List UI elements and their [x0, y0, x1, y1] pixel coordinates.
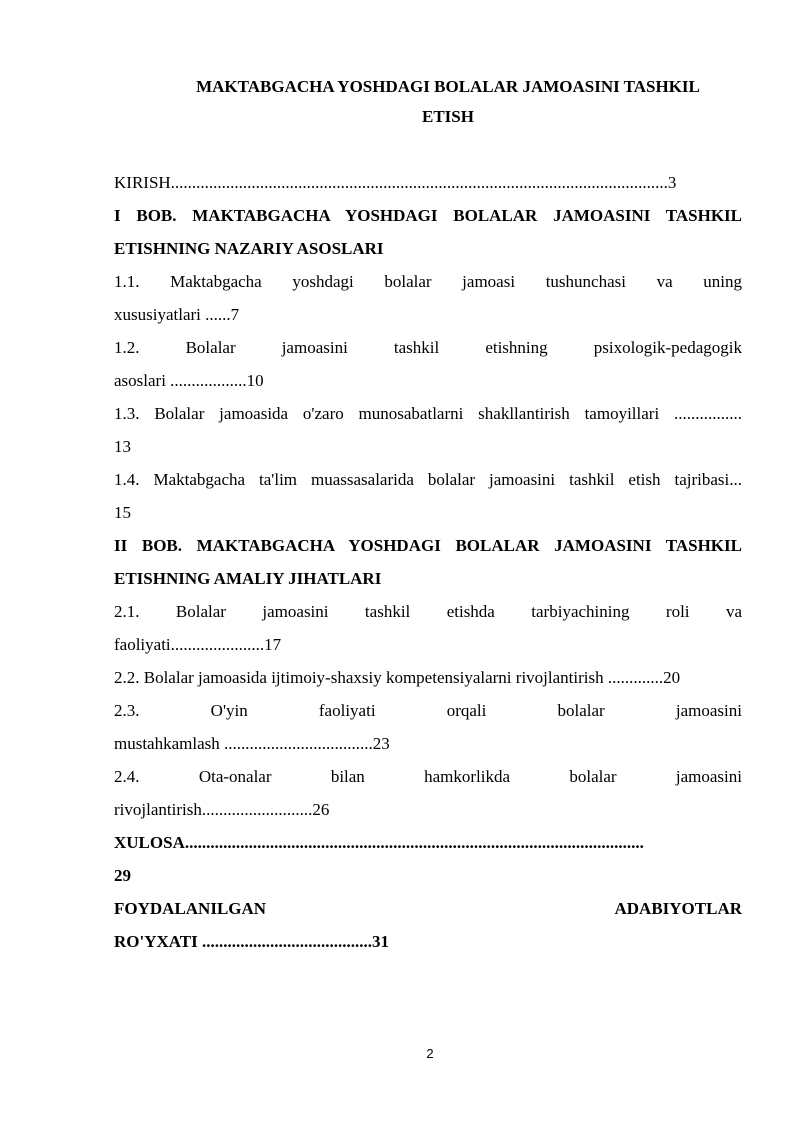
toc-entry-references[interactable] — [114, 892, 742, 958]
entry-2-3-line-2: mustahkamlash ...................................23 — [114, 734, 390, 753]
chapter-2-title-line-2: ETISHNING AMALIY JIHATLARI — [114, 569, 382, 588]
entry-1-4-line-2: 15 — [114, 503, 131, 522]
entry-2-1-line-1: 2.1. Bolalar jamoasini tashkil etishda tarbiyachining roli va — [114, 602, 742, 621]
entry-1-3-line-1: 1.3. Bolalar jamoasida o'zaro munosabatlarni shakllantirish tamoyillari ................ — [114, 404, 742, 423]
toc-entry-2-3[interactable] — [114, 694, 742, 760]
toc-entry-intro[interactable]: KIRISH.....................................................................................................................3 — [114, 173, 677, 192]
entry-1-3-line-2: 13 — [114, 437, 131, 456]
toc-entry-2-2[interactable]: 2.2. Bolalar jamoasida ijtimoiy-shaxsiy kompetensiyalarni rivojlantirish .............20 — [114, 668, 681, 687]
chapter-1-title-line-1: I BOB. MAKTABGACHA YOSHDAGI BOLALAR JAMOASINI TASHKIL — [114, 206, 742, 225]
entry-1-4-line-1: 1.4. Maktabgacha ta'lim muassasalarida bolalar jamoasini tashkil etish tajribasi... — [114, 470, 742, 489]
toc-chapter-2[interactable] — [114, 529, 742, 595]
title-line-2: ETISH — [422, 107, 474, 126]
entry-2-1-line-2: faoliyati......................17 — [114, 635, 282, 654]
conclusion-line-1: XULOSA............................................................................................................ — [114, 833, 644, 852]
conclusion-line-2: 29 — [114, 866, 131, 885]
entry-1-2-line-2: asoslari ..................10 — [114, 371, 264, 390]
toc-entry-1-4[interactable] — [114, 463, 742, 529]
table-of-contents — [114, 166, 742, 958]
document-title — [114, 72, 742, 132]
toc-chapter-1[interactable] — [114, 199, 742, 265]
references-line-2: RO'YXATI ........................................31 — [114, 932, 389, 951]
title-line-1: MAKTABGACHA YOSHDAGI BOLALAR JAMOASINI TASHKIL — [196, 77, 700, 96]
toc-entry-2-1[interactable] — [114, 595, 742, 661]
toc-entry-1-3[interactable] — [114, 397, 742, 463]
chapter-2-title-line-1: II BOB. MAKTABGACHA YOSHDAGI BOLALAR JAMOASINI TASHKIL — [114, 536, 742, 555]
entry-2-4-line-1: 2.4. Ota-onalar bilan hamkorlikda bolalar jamoasini — [114, 767, 742, 786]
entry-1-2-line-1: 1.2. Bolalar jamoasini tashkil etishning psixologik-pedagogik — [114, 338, 742, 357]
entry-1-1-line-2: xususiyatlari ......7 — [114, 305, 240, 324]
page-number: 2 — [426, 1046, 434, 1061]
toc-entry-conclusion[interactable] — [114, 826, 742, 892]
toc-entry-1-1[interactable] — [114, 265, 742, 331]
references-line-1: FOYDALANILGAN ADABIYOTLAR — [114, 899, 742, 918]
toc-entry-1-2[interactable] — [114, 331, 742, 397]
toc-entry-2-4[interactable] — [114, 760, 742, 826]
entry-1-1-line-1: 1.1. Maktabgacha yoshdagi bolalar jamoasi tushunchasi va uning — [114, 272, 742, 291]
chapter-1-title-line-2: ETISHNING NAZARIY ASOSLARI — [114, 239, 384, 258]
entry-2-4-line-2: rivojlantirish..........................26 — [114, 800, 330, 819]
document-page — [114, 72, 742, 958]
entry-2-3-line-1: 2.3. O'yin faoliyati orqali bolalar jamoasini — [114, 701, 742, 720]
